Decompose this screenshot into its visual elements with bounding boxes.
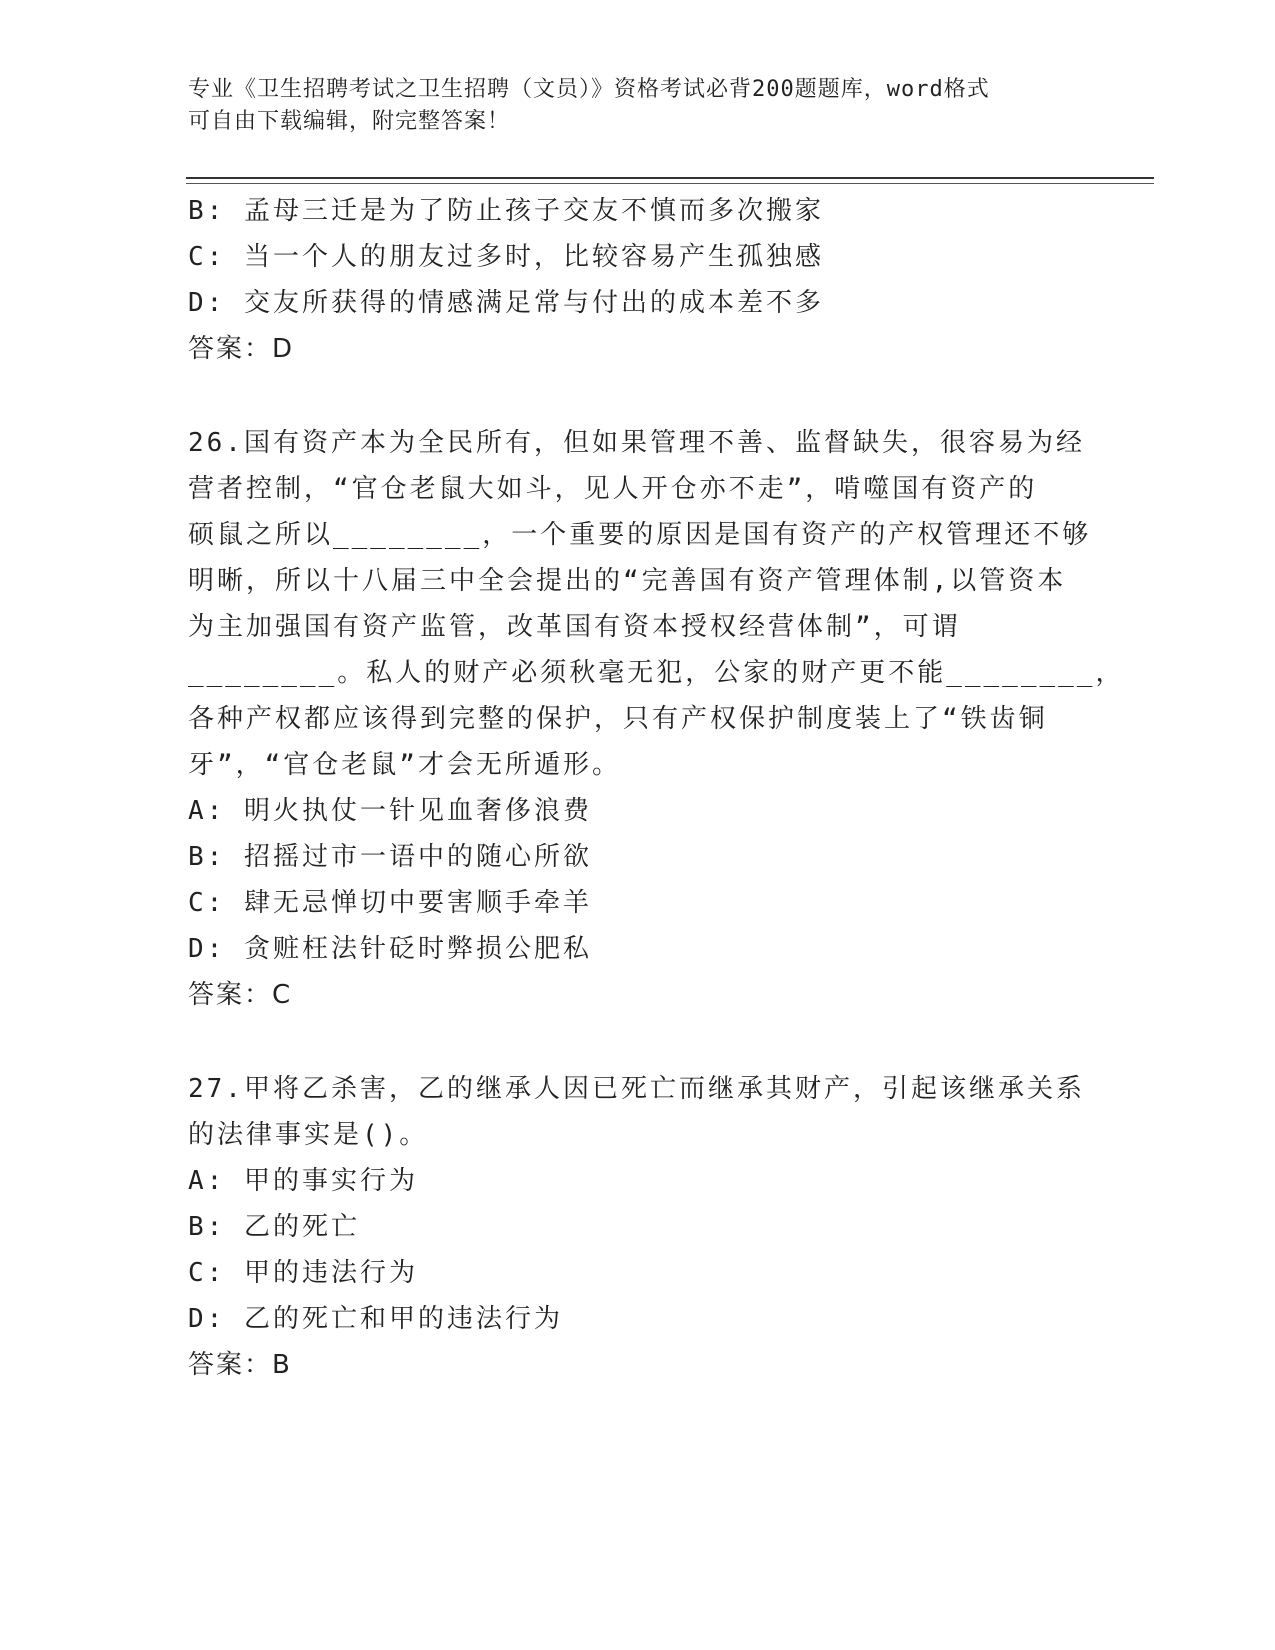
- question-text-line: 硕鼠之所以________，一个重要的原因是国有资产的产权管理还不够: [188, 520, 1092, 550]
- question-27: [188, 1066, 1088, 1388]
- question-content: [188, 188, 1125, 1388]
- question-text-line: 27.甲将乙杀害，乙的继承人因已死亡而继承其财产，引起该继承关系: [188, 1074, 1085, 1104]
- option-c: C: 肆无忌惮切中要害顺手牵羊: [188, 888, 592, 918]
- header-line-1: 专业《卫生招聘考试之卫生招聘（文员）》资格考试必背200题题库，word格式: [188, 77, 990, 102]
- question-text-line: 的法律事实是()。: [188, 1120, 429, 1150]
- question-text-line: 明晰，所以十八届三中全会提出的“完善国有资产管理体制,以管资本: [188, 566, 1067, 596]
- option-b: B: 招摇过市一语中的随心所欲: [188, 842, 592, 872]
- question-text-line: 牙”，“官仓老鼠”才会无所遁形。: [188, 750, 621, 780]
- question-text-line: 各种产权都应该得到完整的保护，只有产权保护制度装上了“铁齿铜: [188, 704, 1048, 734]
- previous-question-tail: [188, 188, 1088, 372]
- answer-line: 答案：C: [188, 980, 293, 1010]
- question-text-line: 为主加强国有资产监管，改革国有资本授权经营体制”，可谓: [188, 612, 961, 642]
- option-d: D: 乙的死亡和甲的违法行为: [188, 1304, 563, 1334]
- header-divider-thin: [186, 183, 1154, 184]
- header-line-2: 可自由下载编辑，附完整答案！: [188, 109, 511, 134]
- option-c: C: 当一个人的朋友过多时，比较容易产生孤独感: [188, 242, 824, 272]
- question-26: [188, 420, 1125, 1018]
- option-c: C: 甲的违法行为: [188, 1258, 418, 1288]
- option-a: A: 明火执仗一针见血奢侈浪费: [188, 796, 592, 826]
- option-d: D: 贪赃枉法针砭时弊损公肥私: [188, 934, 592, 964]
- question-text-line: ________。私人的财产必须秋毫无犯，公家的财产更不能________，: [188, 658, 1125, 688]
- option-b: B: 孟母三迁是为了防止孩子交友不慎而多次搬家: [188, 196, 824, 226]
- question-text-line: 26.国有资产本为全民所有，但如果管理不善、监督缺失，很容易为经: [188, 428, 1085, 458]
- option-d: D: 交友所获得的情感满足常与付出的成本差不多: [188, 288, 824, 318]
- header-divider-thick: [186, 177, 1154, 179]
- option-a: A: 甲的事实行为: [188, 1166, 418, 1196]
- question-text-line: 营者控制，“官仓老鼠大如斗，见人开仓亦不走”，啃噬国有资产的: [188, 474, 1038, 504]
- answer-line: 答案：B: [188, 1350, 292, 1380]
- document-header: [188, 74, 1088, 138]
- option-b: B: 乙的死亡: [188, 1212, 360, 1242]
- answer-line: 答案：D: [188, 334, 295, 364]
